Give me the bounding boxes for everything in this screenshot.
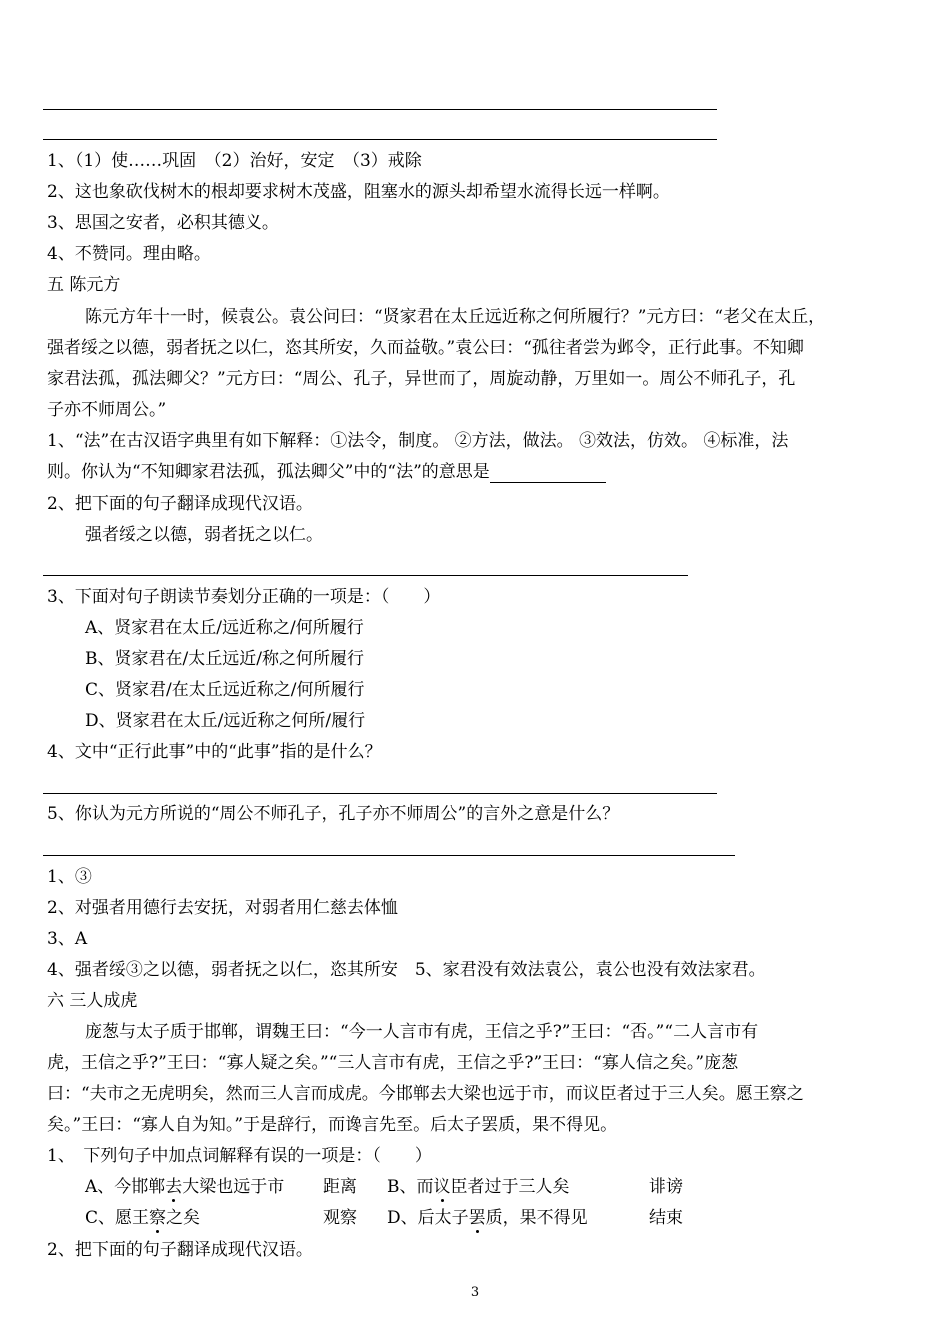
question-1: 1、 下列句子中加点词解释有误的一项是：（ ） <box>47 1146 432 1166</box>
option-b-meaning: 诽谤 <box>649 1177 683 1197</box>
answer-prev-4: 4、不赞同。理由略。 <box>47 244 211 264</box>
answer-line[interactable] <box>43 793 717 794</box>
option-d-meaning: 结束 <box>649 1208 683 1228</box>
option-d: D、贤家君在太丘/远近称之何所/履行 <box>85 711 366 731</box>
answer-line <box>43 139 717 140</box>
option-c-meaning: 观察 <box>323 1208 357 1228</box>
answer-line <box>43 109 717 110</box>
answer-2: 2、对强者用德行去安抚，对弱者用仁慈去体恤 <box>47 898 398 918</box>
question-4: 4、文中“正行此事”中的“此事”指的是什么？ <box>47 742 382 762</box>
dotted-word: 察 <box>149 1208 167 1228</box>
passage-line: 家君法孤，孤法卿父？”元方曰：“周公、孔子，异世而了，周旋动静，万里如一。周公不师孔子，孔 <box>47 369 796 389</box>
question-1-cont <box>47 461 606 483</box>
question-2: 2、把下面的句子翻译成现代汉语。 <box>47 1240 313 1260</box>
answer-prev-3: 3、思国之安者，必积其德义。 <box>47 213 279 233</box>
section-title: 六 三人成虎 <box>47 991 138 1011</box>
passage-line: 虎，王信之乎?”王曰：“寡人疑之矣。”“三人言市有虎，王信之乎?”王曰：“寡人信之矣。”庞葱 <box>47 1053 739 1073</box>
translate-sentence: 强者绥之以德，弱者抚之以仁。 <box>85 525 323 545</box>
question-3: 3、下面对句子朗读节奏划分正确的一项是：（ ） <box>47 587 441 607</box>
passage-line: 矣。”王曰：“寡人自为知。”于是辞行，而谗言先至。后太子罢质，果不得见。 <box>47 1115 618 1135</box>
answer-4-5: 4、强者绥③之以德，弱者抚之以仁，恣其所安 5、家君没有效法袁公，袁公也没有效法家君。 <box>47 960 766 980</box>
answer-prev-1: 1、（1）使……巩固 （2）治好，安定 （3）戒除 <box>47 151 422 171</box>
question-5: 5、你认为元方所说的“周公不师孔子，孔子亦不师周公”的言外之意是什么？ <box>47 804 620 824</box>
option-a: A、今邯郸去大梁也远于市 <box>85 1177 285 1197</box>
answer-3: 3、A <box>47 929 88 949</box>
passage-line: 强者绥之以德，弱者抚之以仁，恣其所安，久而益敬。”袁公曰：“孤往者尝为邺令，正行此事。不知卿 <box>47 338 804 358</box>
passage-line: 曰：“夫市之无虎明矣，然而三人言而成虎。今邯郸去大梁也远于市，而议臣者过于三人矣。愿王察之 <box>47 1084 804 1104</box>
option-a-meaning: 距离 <box>323 1177 357 1197</box>
passage-line: 陈元方年十一时，候袁公。袁公问曰：“贤家君在太丘远近称之何所履行？”元方曰：“老父在太丘， <box>85 307 826 327</box>
question-1-text: 则。你认为“不知卿家君法孤，孤法卿父”中的“法”的意思是 <box>47 462 490 482</box>
answer-line[interactable] <box>43 575 688 576</box>
section-title: 五 陈元方 <box>47 275 121 295</box>
page-number: 3 <box>470 1285 480 1300</box>
dotted-word: 去 <box>165 1177 183 1197</box>
fill-in-blank[interactable] <box>490 464 606 483</box>
question-2: 2、把下面的句子翻译成现代汉语。 <box>47 494 313 514</box>
answer-prev-2: 2、这也象砍伐树木的根却要求树木茂盛，阻塞水的源头却希望水流得长远一样啊。 <box>47 182 670 202</box>
question-1: 1、“法”在古汉语字典里有如下解释：①法令，制度。 ②方法，做法。 ③效法，仿效。 ④标准，法 <box>47 431 789 451</box>
option-a: A、贤家君在太丘/远近称之/何所履行 <box>85 618 364 638</box>
answer-1: 1、③ <box>47 867 92 887</box>
option-b: B、而议臣者过于三人矣 <box>387 1177 570 1197</box>
passage-line: 庞葱与太子质于邯郸，谓魏王曰：“今一人言市有虎，王信之乎?”王曰：“否。”“二人言市有 <box>85 1022 759 1042</box>
option-d: D、后太子罢质，果不得见 <box>387 1208 588 1228</box>
dotted-word: 议 <box>433 1177 451 1197</box>
option-c: C、贤家君/在太丘远近称之/何所履行 <box>85 680 365 700</box>
option-c: C、愿王察之矣 <box>85 1208 201 1228</box>
answer-line[interactable] <box>43 855 735 856</box>
option-b: B、贤家君在/太丘远近/称之何所履行 <box>85 649 364 669</box>
passage-line: 子亦不师周公。” <box>47 400 167 420</box>
dotted-word: 罢 <box>468 1208 486 1228</box>
